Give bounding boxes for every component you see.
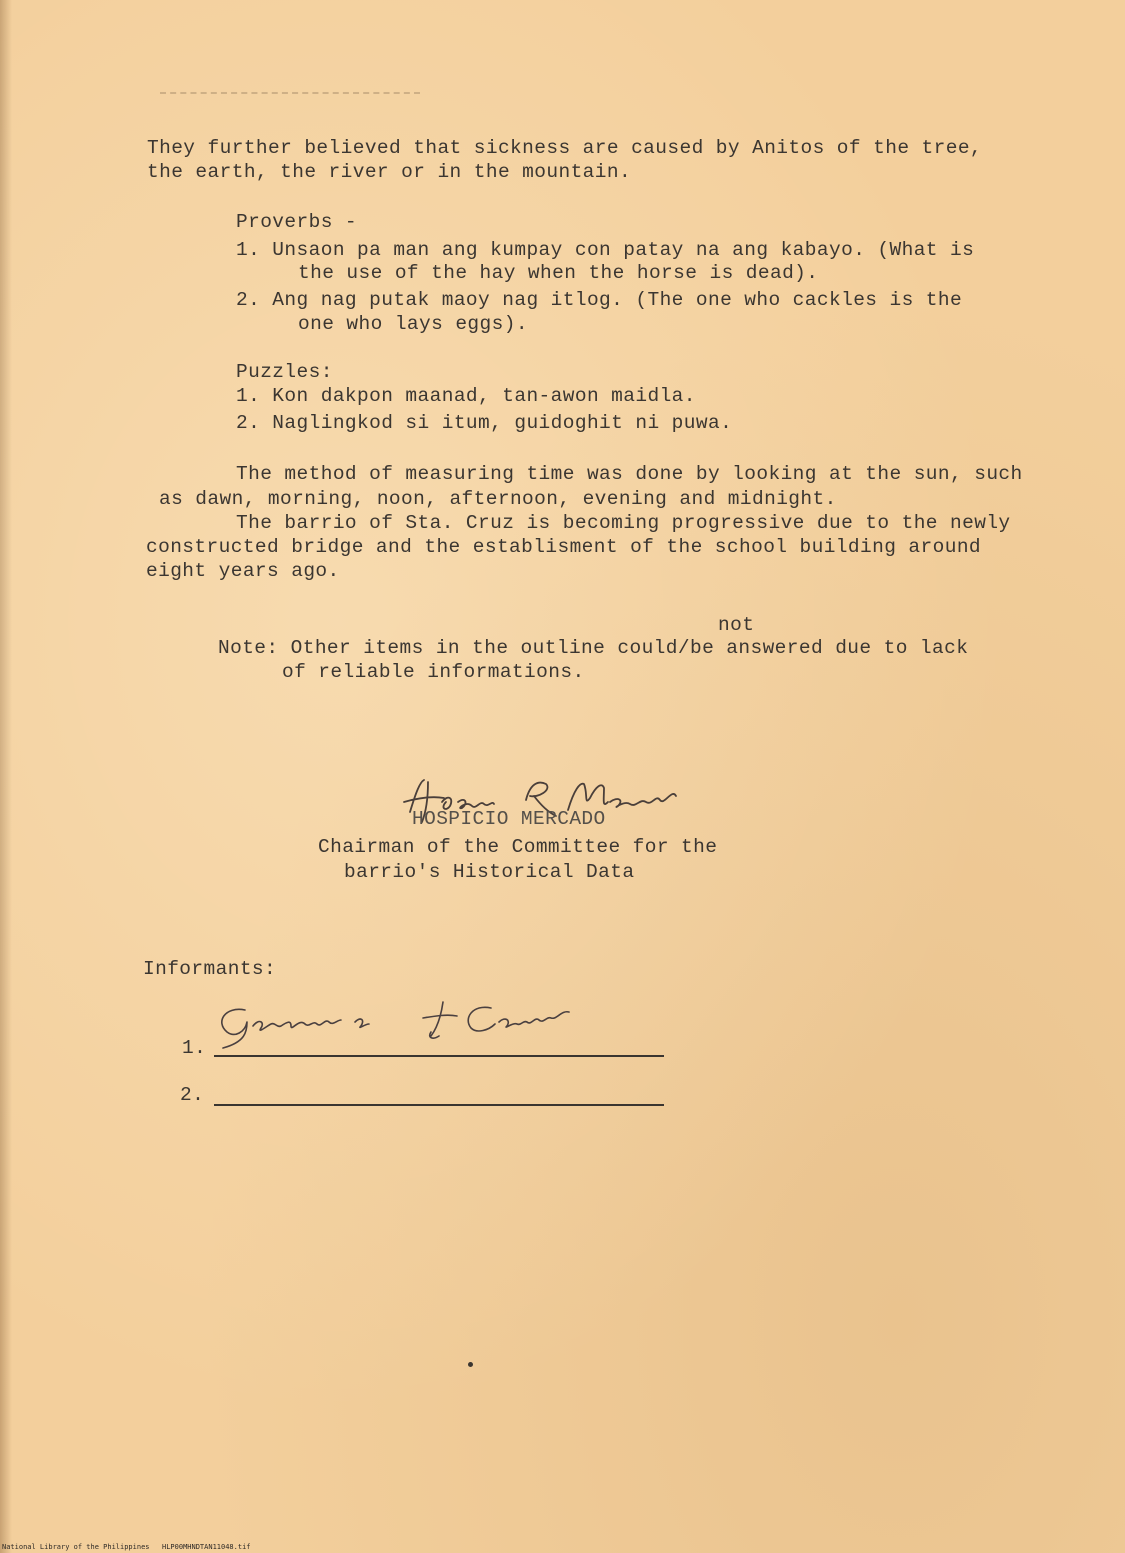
- paragraph-time-line-2: as dawn, morning, noon, afternoon, evening and midnight.: [159, 488, 837, 510]
- informant-1-number: 1.: [182, 1037, 207, 1059]
- faint-ruling: [160, 92, 420, 94]
- informant-1-signature: [205, 992, 605, 1052]
- proverb-1-line-2: the use of the hay when the horse is dead).: [298, 262, 819, 284]
- proverb-1-line-1: 1. Unsaon pa man ang kumpay con patay na ang kabayo. (What is: [236, 239, 975, 261]
- footer-file-name: HLP00MHNDTAN11048.tif: [162, 1543, 251, 1551]
- puzzle-1: 1. Kon dakpon maanad, tan-awon maidla.: [236, 385, 696, 407]
- proverb-2-line-1: 2. Ang nag putak maoy nag itlog. (The one who cackles is the: [236, 289, 963, 311]
- informant-2-number: 2.: [180, 1084, 205, 1106]
- proverbs-heading: Proverbs -: [236, 211, 358, 233]
- paragraph-barrio-line-3: eight years ago.: [146, 560, 340, 582]
- paragraph-sickness-line-2: the earth, the river or in the mountain.: [147, 161, 632, 183]
- proverb-2-line-2: one who lays eggs).: [298, 313, 528, 335]
- footer-archive-label: National Library of the Philippines: [2, 1543, 150, 1551]
- chairman-name: HOSPICIO MERCADO: [412, 808, 606, 830]
- chairman-title-line-1: Chairman of the Committee for the: [318, 836, 718, 858]
- chairman-title-line-2: barrio's Historical Data: [344, 861, 635, 883]
- informant-1-line: [214, 1055, 664, 1057]
- informants-heading: Informants:: [143, 958, 277, 980]
- puzzle-2: 2. Naglingkod si itum, guidoghit ni puwa.: [236, 412, 733, 434]
- paragraph-barrio-line-2: constructed bridge and the establisment of the school building around: [146, 536, 982, 558]
- paragraph-sickness-line-1: They further believed that sickness are caused by Anitos of the tree,: [147, 137, 983, 159]
- ink-speck: [468, 1362, 473, 1367]
- puzzles-heading: Puzzles:: [236, 361, 333, 383]
- note-insert-word: not: [718, 614, 755, 636]
- note-line-1: Note: Other items in the outline could/be answered due to lack: [218, 637, 969, 659]
- paragraph-barrio-line-1: The barrio of Sta. Cruz is becoming progressive due to the newly: [236, 512, 1011, 534]
- note-line-2: of reliable informations.: [282, 661, 585, 683]
- paragraph-time-line-1: The method of measuring time was done by looking at the sun, such: [236, 463, 1023, 485]
- informant-2-line: [214, 1104, 664, 1106]
